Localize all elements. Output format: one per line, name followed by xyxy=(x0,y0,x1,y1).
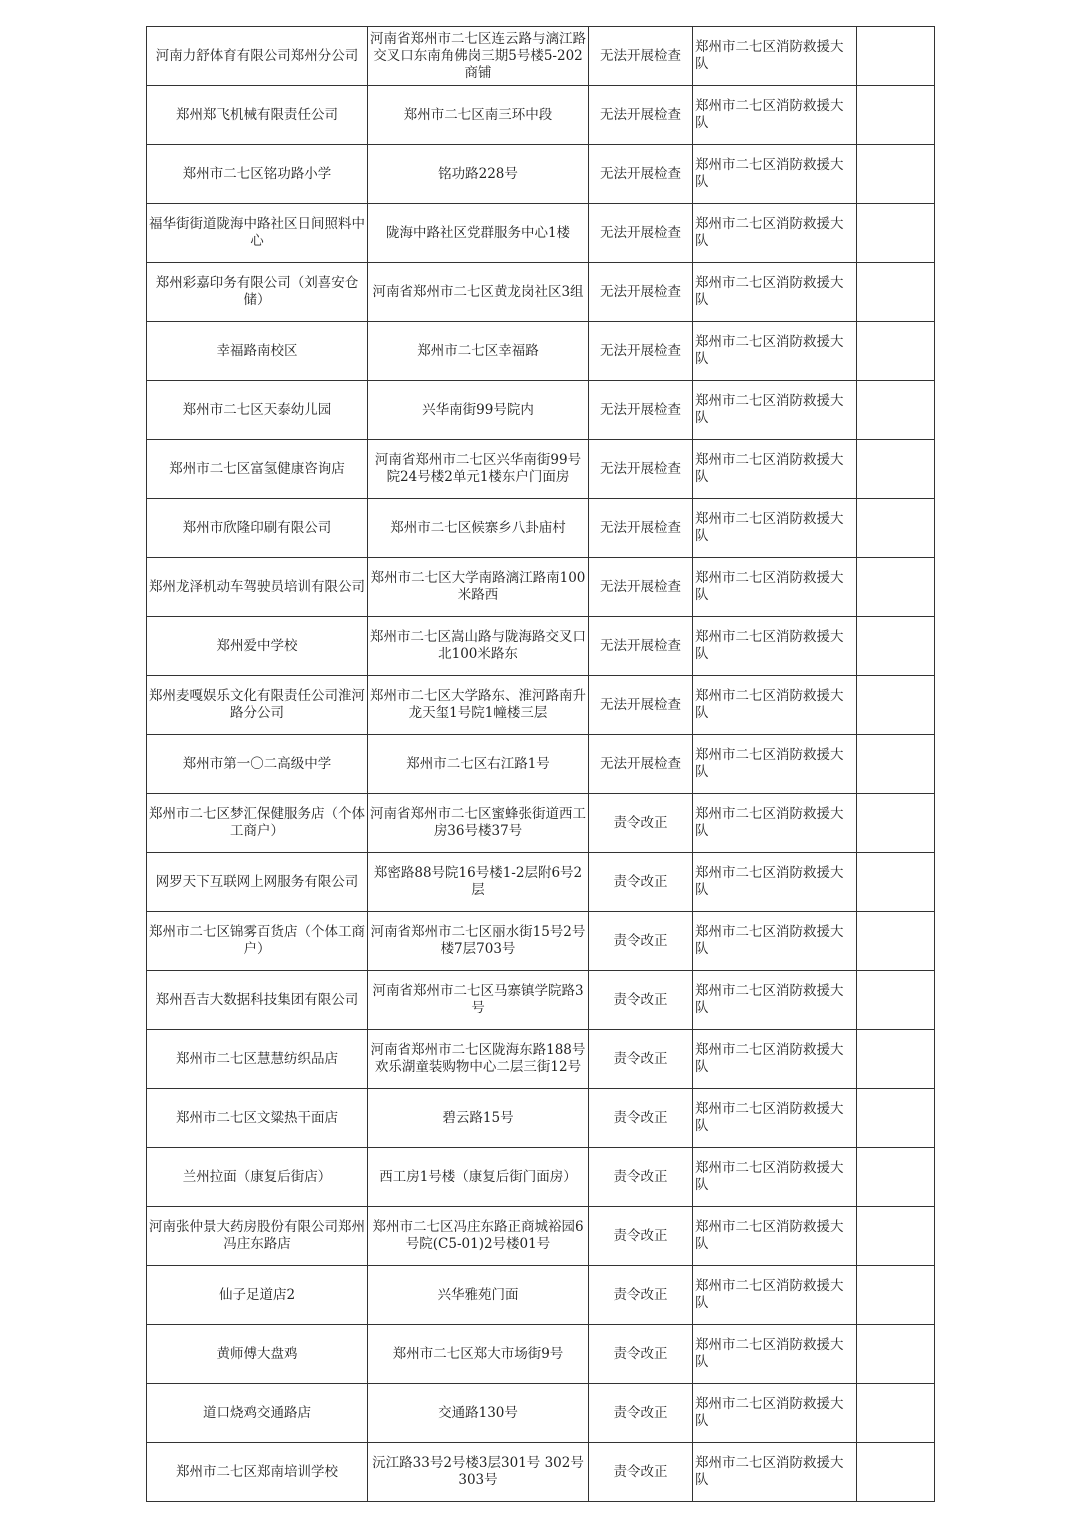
table-row xyxy=(147,1089,935,1148)
address-cell: 兴华雅苑门面 xyxy=(368,1266,589,1325)
authority-cell: 郑州市二七区消防救援大队 xyxy=(693,617,857,676)
address-cell: 碧云路15号 xyxy=(368,1089,589,1148)
address-cell: 河南省郑州市二七区黄龙岗社区3组 xyxy=(368,263,589,322)
authority-cell: 郑州市二七区消防救援大队 xyxy=(693,27,857,86)
table-row xyxy=(147,263,935,322)
authority-cell: 郑州市二七区消防救援大队 xyxy=(693,381,857,440)
note-cell xyxy=(857,499,935,558)
table-row xyxy=(147,853,935,912)
unit-name-cell: 郑州郑飞机械有限责任公司 xyxy=(147,86,368,145)
authority-cell: 郑州市二七区消防救援大队 xyxy=(693,853,857,912)
table-row xyxy=(147,1266,935,1325)
table-row xyxy=(147,735,935,794)
authority-cell: 郑州市二七区消防救援大队 xyxy=(693,1266,857,1325)
address-cell: 河南省郑州市二七区蜜蜂张街道西工房36号楼37号 xyxy=(368,794,589,853)
unit-name-cell: 兰州拉面（康复后街店） xyxy=(147,1148,368,1207)
result-cell: 责令改正 xyxy=(589,971,693,1030)
table-row xyxy=(147,322,935,381)
address-cell: 河南省郑州市二七区连云路与漓江路交叉口东南角佛岗三期5号楼5-202商铺 xyxy=(368,27,589,86)
unit-name-cell: 仙子足道店2 xyxy=(147,1266,368,1325)
result-cell: 无法开展检查 xyxy=(589,558,693,617)
authority-cell: 郑州市二七区消防救援大队 xyxy=(693,1030,857,1089)
authority-cell: 郑州市二七区消防救援大队 xyxy=(693,1089,857,1148)
address-cell: 郑州市二七区大学南路漓江路南100米路西 xyxy=(368,558,589,617)
note-cell xyxy=(857,440,935,499)
result-cell: 无法开展检查 xyxy=(589,440,693,499)
table-row xyxy=(147,1384,935,1443)
result-cell: 责令改正 xyxy=(589,853,693,912)
address-cell: 郑州市二七区幸福路 xyxy=(368,322,589,381)
address-cell: 河南省郑州市二七区丽水街15号2号楼7层703号 xyxy=(368,912,589,971)
address-cell: 兴华南街99号院内 xyxy=(368,381,589,440)
note-cell xyxy=(857,1443,935,1502)
unit-name-cell: 河南张仲景大药房股份有限公司郑州冯庄东路店 xyxy=(147,1207,368,1266)
note-cell xyxy=(857,381,935,440)
result-cell: 无法开展检查 xyxy=(589,204,693,263)
table-row xyxy=(147,971,935,1030)
result-cell: 无法开展检查 xyxy=(589,676,693,735)
authority-cell: 郑州市二七区消防救援大队 xyxy=(693,86,857,145)
note-cell xyxy=(857,676,935,735)
table-row xyxy=(147,499,935,558)
note-cell xyxy=(857,971,935,1030)
note-cell xyxy=(857,1207,935,1266)
note-cell xyxy=(857,794,935,853)
table-row xyxy=(147,617,935,676)
address-cell: 河南省郑州市二七区马寨镇学院路3号 xyxy=(368,971,589,1030)
result-cell: 责令改正 xyxy=(589,1148,693,1207)
table-row xyxy=(147,1443,935,1502)
result-cell: 责令改正 xyxy=(589,1266,693,1325)
result-cell: 责令改正 xyxy=(589,1443,693,1502)
unit-name-cell: 河南力舒体育有限公司郑州分公司 xyxy=(147,27,368,86)
authority-cell: 郑州市二七区消防救援大队 xyxy=(693,676,857,735)
address-cell: 西工房1号楼（康复后街门面房） xyxy=(368,1148,589,1207)
unit-name-cell: 郑州市第一〇二高级中学 xyxy=(147,735,368,794)
result-cell: 无法开展检查 xyxy=(589,86,693,145)
note-cell xyxy=(857,204,935,263)
result-cell: 责令改正 xyxy=(589,912,693,971)
unit-name-cell: 福华街街道陇海中路社区日间照料中心 xyxy=(147,204,368,263)
authority-cell: 郑州市二七区消防救援大队 xyxy=(693,145,857,204)
unit-name-cell: 郑州龙泽机动车驾驶员培训有限公司 xyxy=(147,558,368,617)
result-cell: 无法开展检查 xyxy=(589,263,693,322)
unit-name-cell: 幸福路南校区 xyxy=(147,322,368,381)
note-cell xyxy=(857,912,935,971)
authority-cell: 郑州市二七区消防救援大队 xyxy=(693,1384,857,1443)
authority-cell: 郑州市二七区消防救援大队 xyxy=(693,971,857,1030)
authority-cell: 郑州市二七区消防救援大队 xyxy=(693,794,857,853)
table-row xyxy=(147,1030,935,1089)
unit-name-cell: 郑州市二七区梦汇保健服务店（个体工商户） xyxy=(147,794,368,853)
address-cell: 郑州市二七区大学路东、淮河路南升龙天玺1号院1幢楼三层 xyxy=(368,676,589,735)
authority-cell: 郑州市二七区消防救援大队 xyxy=(693,322,857,381)
table-row xyxy=(147,1148,935,1207)
table-row xyxy=(147,1207,935,1266)
table-row xyxy=(147,204,935,263)
authority-cell: 郑州市二七区消防救援大队 xyxy=(693,1148,857,1207)
address-cell: 陇海中路社区党群服务中心1楼 xyxy=(368,204,589,263)
result-cell: 无法开展检查 xyxy=(589,381,693,440)
unit-name-cell: 郑州市二七区铭功路小学 xyxy=(147,145,368,204)
unit-name-cell: 郑州爱中学校 xyxy=(147,617,368,676)
unit-name-cell: 郑州市欣隆印刷有限公司 xyxy=(147,499,368,558)
unit-name-cell: 郑州市二七区天泰幼儿园 xyxy=(147,381,368,440)
address-cell: 河南省郑州市二七区兴华南街99号院24号楼2单元1楼东户门面房 xyxy=(368,440,589,499)
result-cell: 责令改正 xyxy=(589,1384,693,1443)
address-cell: 郑州市二七区冯庄东路正商城裕园6号院(C5-01)2号楼01号 xyxy=(368,1207,589,1266)
note-cell xyxy=(857,735,935,794)
result-cell: 责令改正 xyxy=(589,1089,693,1148)
unit-name-cell: 黄师傅大盘鸡 xyxy=(147,1325,368,1384)
unit-name-cell: 郑州市二七区文粱热干面店 xyxy=(147,1089,368,1148)
unit-name-cell: 网罗天下互联网上网服务有限公司 xyxy=(147,853,368,912)
inspection-table-body xyxy=(147,27,935,1502)
result-cell: 责令改正 xyxy=(589,794,693,853)
result-cell: 无法开展检查 xyxy=(589,27,693,86)
note-cell xyxy=(857,1384,935,1443)
table-row xyxy=(147,912,935,971)
authority-cell: 郑州市二七区消防救援大队 xyxy=(693,204,857,263)
authority-cell: 郑州市二七区消防救援大队 xyxy=(693,440,857,499)
authority-cell: 郑州市二七区消防救援大队 xyxy=(693,1207,857,1266)
unit-name-cell: 郑州彩嘉印务有限公司（刘喜安仓储） xyxy=(147,263,368,322)
table-row xyxy=(147,676,935,735)
note-cell xyxy=(857,145,935,204)
address-cell: 郑州市二七区嵩山路与陇海路交叉口北100米路东 xyxy=(368,617,589,676)
authority-cell: 郑州市二七区消防救援大队 xyxy=(693,735,857,794)
address-cell: 河南省郑州市二七区陇海东路188号欢乐湖童装购物中心二层三街12号 xyxy=(368,1030,589,1089)
authority-cell: 郑州市二七区消防救援大队 xyxy=(693,499,857,558)
table-row xyxy=(147,1325,935,1384)
note-cell xyxy=(857,617,935,676)
table-row xyxy=(147,440,935,499)
authority-cell: 郑州市二七区消防救援大队 xyxy=(693,1443,857,1502)
unit-name-cell: 郑州市二七区富氢健康咨询店 xyxy=(147,440,368,499)
table-row xyxy=(147,381,935,440)
note-cell xyxy=(857,27,935,86)
table-row xyxy=(147,86,935,145)
result-cell: 无法开展检查 xyxy=(589,735,693,794)
table-row xyxy=(147,794,935,853)
address-cell: 郑州市二七区郑大市场街9号 xyxy=(368,1325,589,1384)
address-cell: 铭功路228号 xyxy=(368,145,589,204)
unit-name-cell: 道口烧鸡交通路店 xyxy=(147,1384,368,1443)
unit-name-cell: 郑州麦嘎娱乐文化有限责任公司淮河路分公司 xyxy=(147,676,368,735)
address-cell: 郑州市二七区南三环中段 xyxy=(368,86,589,145)
authority-cell: 郑州市二七区消防救援大队 xyxy=(693,558,857,617)
result-cell: 责令改正 xyxy=(589,1030,693,1089)
note-cell xyxy=(857,1325,935,1384)
unit-name-cell: 郑州市二七区郑南培训学校 xyxy=(147,1443,368,1502)
result-cell: 无法开展检查 xyxy=(589,322,693,381)
note-cell xyxy=(857,263,935,322)
address-cell: 郑州市二七区候寨乡八卦庙村 xyxy=(368,499,589,558)
authority-cell: 郑州市二七区消防救援大队 xyxy=(693,912,857,971)
address-cell: 郑州市二七区右江路1号 xyxy=(368,735,589,794)
authority-cell: 郑州市二七区消防救援大队 xyxy=(693,1325,857,1384)
note-cell xyxy=(857,558,935,617)
inspection-table xyxy=(146,26,935,1502)
note-cell xyxy=(857,1089,935,1148)
authority-cell: 郑州市二七区消防救援大队 xyxy=(693,263,857,322)
note-cell xyxy=(857,853,935,912)
result-cell: 无法开展检查 xyxy=(589,617,693,676)
note-cell xyxy=(857,322,935,381)
address-cell: 沅江路33号2号楼3层301号 302号 303号 xyxy=(368,1443,589,1502)
result-cell: 责令改正 xyxy=(589,1207,693,1266)
note-cell xyxy=(857,1148,935,1207)
address-cell: 交通路130号 xyxy=(368,1384,589,1443)
unit-name-cell: 郑州市二七区锦雾百货店（个体工商户） xyxy=(147,912,368,971)
unit-name-cell: 郑州吾吉大数据科技集团有限公司 xyxy=(147,971,368,1030)
table-row xyxy=(147,145,935,204)
note-cell xyxy=(857,86,935,145)
table-row xyxy=(147,27,935,86)
address-cell: 郑密路88号院16号楼1-2层附6号2层 xyxy=(368,853,589,912)
note-cell xyxy=(857,1266,935,1325)
table-row xyxy=(147,558,935,617)
result-cell: 无法开展检查 xyxy=(589,145,693,204)
result-cell: 责令改正 xyxy=(589,1325,693,1384)
result-cell: 无法开展检查 xyxy=(589,499,693,558)
unit-name-cell: 郑州市二七区慧慧纺织品店 xyxy=(147,1030,368,1089)
note-cell xyxy=(857,1030,935,1089)
